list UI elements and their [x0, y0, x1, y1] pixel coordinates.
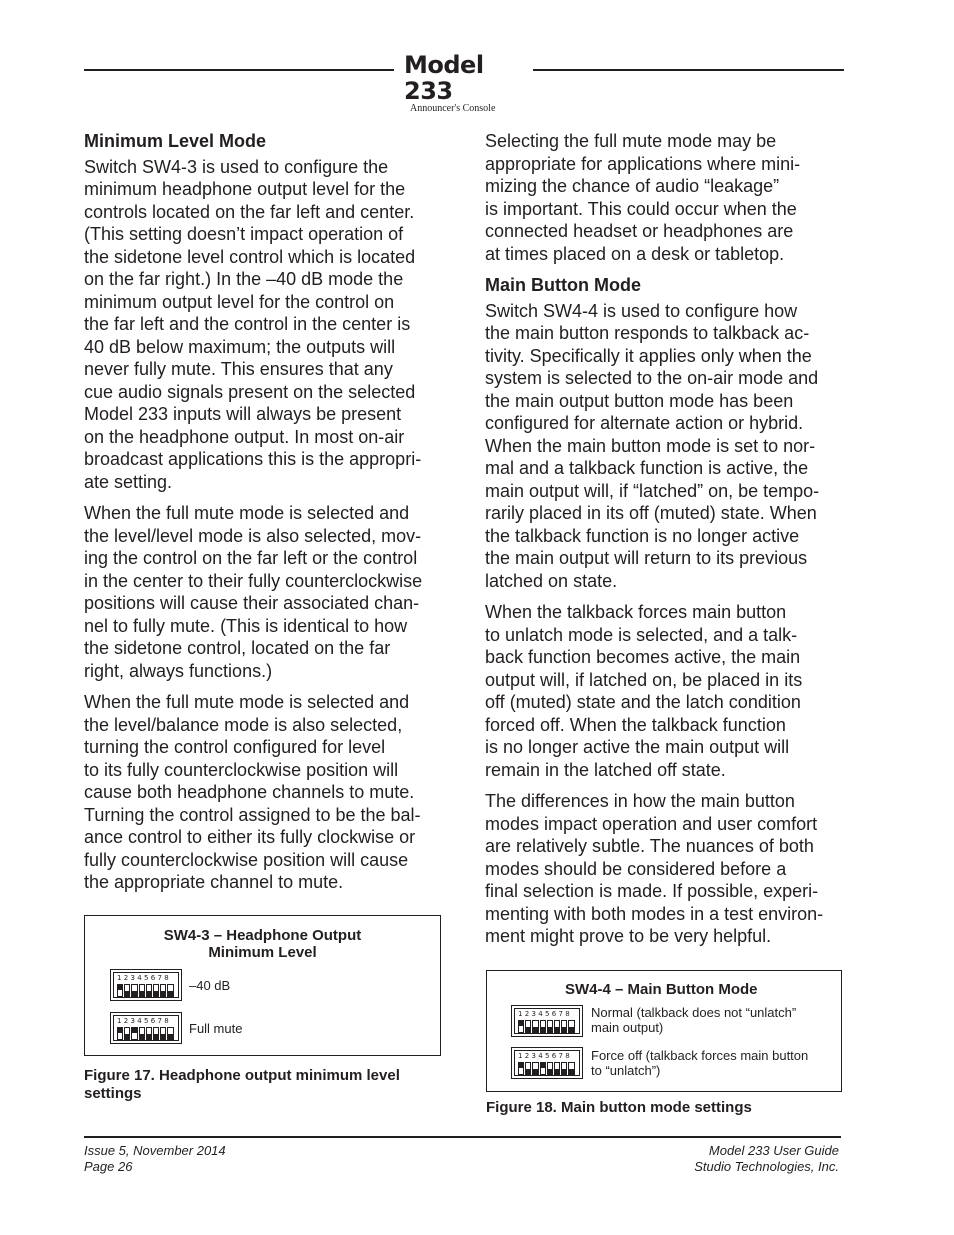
- figure-18-box: [486, 970, 842, 1092]
- brand-title: Model 233: [404, 51, 484, 105]
- dip-switch-numbers: 12345678: [518, 1010, 573, 1018]
- figure-18-caption: Figure 18. Main button mode settings: [486, 1099, 752, 1116]
- footer-right: [694, 1143, 839, 1175]
- paragraph: When the full mute mode is selected and the level/level mode is also selected, mov- ing the control on the far left or the control in the center to their fully counterclockwise positions will cause their associated chan- nel to fully mute. (This is identical to how the sidetone control, located on the far right, always functions.): [84, 503, 423, 681]
- footer-rule: [84, 1136, 841, 1138]
- paragraph: Selecting the full mute mode may be appropriate for applications where mini- mizing the chance of audio “leakage” is important. This could occur when the connected headset or headphones are at times placed on a desk or tabletop.: [485, 131, 801, 264]
- dip-switch-numbers: 12345678: [117, 1017, 172, 1025]
- footer-issue: Issue 5, November 2014: [84, 1143, 226, 1158]
- dip-switch-diagram: [511, 1005, 583, 1037]
- dip-switch-row: [117, 984, 174, 997]
- header-rule-left: [84, 69, 394, 71]
- dip-switch-row: [518, 1020, 575, 1033]
- option-label: Force off (talkback forces main button to “unlatch”): [591, 1048, 809, 1078]
- option-label: –40 dB: [189, 978, 231, 993]
- paragraph: The differences in how the main button modes impact operation and user comfort are relatively subtle. The nuances of both modes should be considered before a final selection is made. If possible, experi- menting with both modes in a test environ- ment might prove to be very helpful.: [485, 791, 824, 946]
- paragraph: Switch SW4-4 is used to configure how the main button responds to talkback ac- tivity. Specifically it applies only when the system is selected to the on-air mode and the main output button mode has been configured for alternate action or hybrid. When the main button mode is set to nor- mal and a talkback function is active, the main output will, if “latched” on, be tempo- rarily placed in its off (muted) state. When the talkback function is no longer active the main output will return to its previous latched on state.: [485, 300, 820, 591]
- option-label: Normal (talkback does not “unlatch” main output): [591, 1005, 797, 1035]
- dip-switch-numbers: 12345678: [117, 974, 172, 982]
- dip-switch-row: [117, 1027, 174, 1040]
- section-heading-minimum-level: Minimum Level Mode: [84, 131, 267, 151]
- paragraph: When the talkback forces main button to unlatch mode is selected, and a talk- back function becomes active, the main output will, if latched on, be placed in its off (muted) state and the latch condition forced off. When the talkback function is no longer active the main output will remain in the latched off state.: [485, 602, 803, 780]
- footer-left: [84, 1143, 226, 1175]
- figure-17-caption: Figure 17. Headphone output minimum level settings: [84, 1067, 400, 1102]
- dip-switch-diagram: [110, 1012, 182, 1044]
- dip-switch-diagram: [110, 969, 182, 1001]
- header-rule-right: [533, 69, 844, 71]
- dip-switch-row: [518, 1062, 575, 1075]
- left-column: [84, 130, 444, 903]
- brand-logo: [404, 52, 524, 114]
- right-column: [485, 130, 845, 957]
- section-heading-main-button: Main Button Mode: [485, 275, 641, 295]
- footer-company: Studio Technologies, Inc.: [694, 1159, 839, 1174]
- paragraph: Switch SW4-3 is used to configure the minimum headphone output level for the controls located on the far left and center. (This setting doesn’t impact operation of the sidetone level control which is located on the far right.) In the –40 dB mode the minimum output level for the control on the far left and the control in the center is 40 dB below maximum; the outputs will never fully mute. This ensures that any cue audio signals present on the selected Model 233 inputs will always be present on the headphone output. In most on-air broadcast applications this is the appropri- ate setting.: [84, 156, 422, 492]
- dip-switch-numbers: 12345678: [518, 1052, 573, 1060]
- option-label: Full mute: [189, 1021, 243, 1036]
- brand-subtitle: Announcer's Console: [410, 103, 496, 114]
- dip-switch-diagram: [511, 1047, 583, 1079]
- footer-guide-title: Model 233 User Guide: [708, 1143, 839, 1158]
- figure-title: SW4-4 – Main Button Mode: [565, 981, 758, 998]
- figure-17-box: [84, 915, 441, 1056]
- paragraph: When the full mute mode is selected and the level/balance mode is also selected, turning the control configured for level to its fully counterclockwise position will cause both headphone channels to mute. Turning the control assigned to be the bal- ance control to either its fully clockwise or fully counterclockwise position will cause the appropriate channel to mute.: [84, 692, 421, 892]
- footer-page-number: Page 26: [84, 1159, 133, 1174]
- figure-title: SW4-3 – Headphone Output Minimum Level: [163, 927, 362, 961]
